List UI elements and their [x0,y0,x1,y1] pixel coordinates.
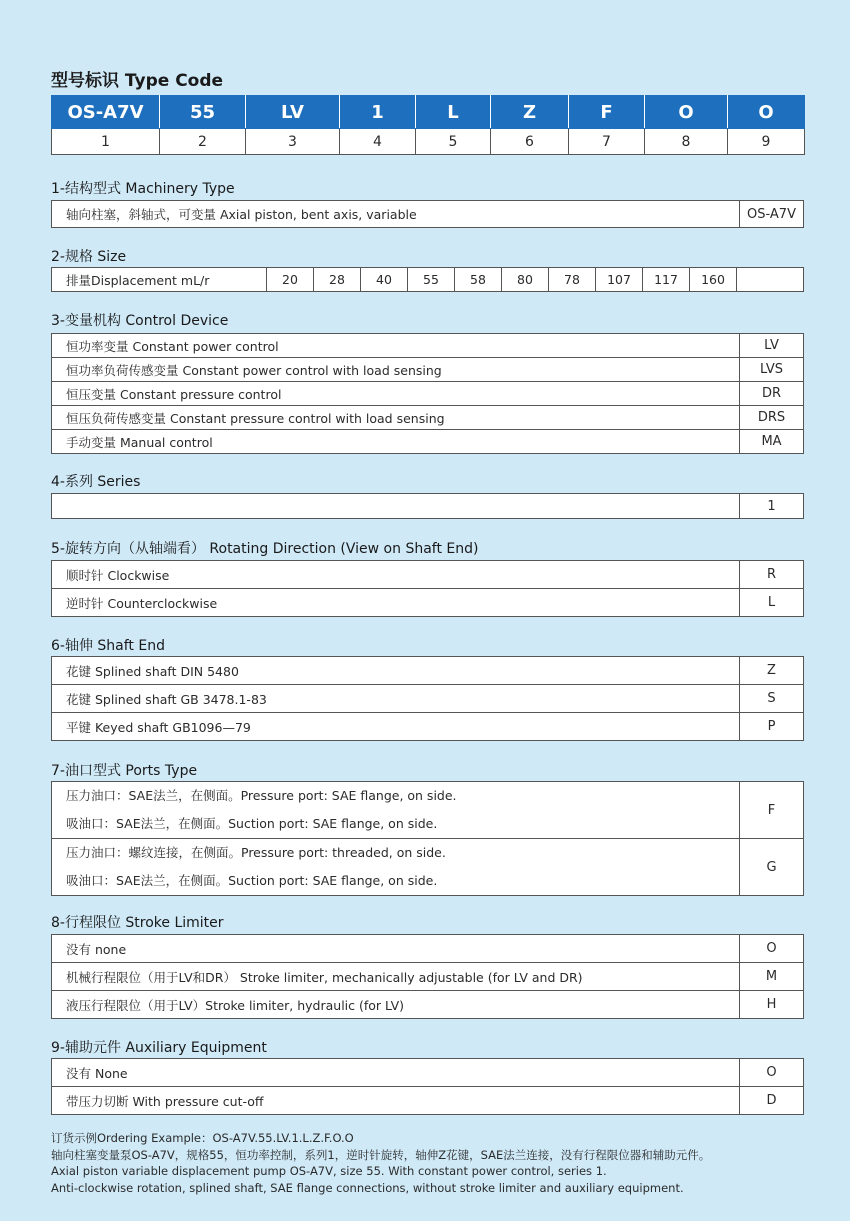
code-header-7: F [569,96,645,129]
section-title-stroke-limiter: 8-行程限位 Stroke Limiter [51,915,224,931]
table-row [52,685,804,713]
table-row [52,1087,804,1115]
section-title-auxiliary-equipment: 9-辅助元件 Auxiliary Equipment [51,1040,267,1056]
table-row [52,963,804,991]
table-row [52,1059,804,1087]
code-header-4: 1 [340,96,416,129]
row-code: H [740,991,804,1019]
auxiliary-equipment-table [51,1058,804,1115]
code-header-1: OS-A7V [52,96,160,129]
suction-port-description: 吸油口：SAE法兰，在侧面。Suction port: SAE flange, on side. [66,873,438,888]
suction-port-description: 吸油口：SAE法兰，在侧面。Suction port: SAE flange, on side. [66,816,438,831]
table-row [52,589,804,617]
table-row [52,201,804,228]
row-code: R [740,561,804,589]
table-row [52,268,804,292]
table-row [52,839,804,896]
row-code: LVS [740,358,804,382]
row-description: 机械行程限位（用于LV和DR） Stroke limiter, mechanically adjustable (for LV and DR) [52,963,740,991]
control-device-table [51,333,804,454]
row-code: MA [740,430,804,454]
row-description: 顺时针 Clockwise [52,561,740,589]
code-header-9: O [728,96,805,129]
table-row [52,991,804,1019]
code-position-1: 1 [52,129,160,155]
row-code: L [740,589,804,617]
code-position-2: 2 [160,129,246,155]
size-value: 78 [549,268,596,292]
section-title-rotating-direction: 5-旋转方向（从轴端看） Rotating Direction (View on Shaft End) [51,541,479,557]
code-position-4: 4 [340,129,416,155]
code-header-2: 55 [160,96,246,129]
section-title-series: 4-系列 Series [51,474,141,490]
code-position-7: 7 [569,129,645,155]
size-value-empty [737,268,804,292]
row-code: DRS [740,406,804,430]
page-title: 型号标识 Type Code [51,71,224,91]
code-header-3: LV [246,96,340,129]
table-row [52,382,804,406]
table-row [52,334,804,358]
ordering-example [51,1130,710,1196]
row-description: 恒功率变量 Constant power control [52,334,740,358]
machinery-type-table [51,200,804,228]
section-title-machinery-type: 1-结构型式 Machinery Type [51,181,235,197]
table-row [52,430,804,454]
row-code: 1 [740,494,804,519]
displacement-label: 排量Displacement mL/r [52,268,267,292]
row-description: 液压行程限位（用于LV）Stroke limiter, hydraulic (for LV) [52,991,740,1019]
table-row [52,561,804,589]
row-description: 轴向柱塞，斜轴式，可变量 Axial piston, bent axis, variable [52,201,740,228]
table-row [52,358,804,382]
row-description: 逆时针 Counterclockwise [52,589,740,617]
section-title-size: 2-规格 Size [51,249,127,265]
section-title-ports-type: 7-油口型式 Ports Type [51,763,198,779]
shaft-end-table [51,656,804,741]
row-description: 没有 None [52,1059,740,1087]
ordering-example-line: 订货示例Ordering Example：OS-A7V.55.LV.1.L.Z.F.O.O [51,1131,354,1145]
row-code: G [740,839,804,896]
size-value: 117 [643,268,690,292]
row-code: M [740,963,804,991]
size-value: 55 [408,268,455,292]
table-row [52,782,804,839]
row-description: 手动变量 Manual control [52,430,740,454]
ports-type-table [51,781,804,896]
row-code: LV [740,334,804,358]
size-value: 160 [690,268,737,292]
type-code-table [51,95,805,155]
code-position-9: 9 [728,129,805,155]
code-position-6: 6 [491,129,569,155]
row-description: 带压力切断 With pressure cut-off [52,1087,740,1115]
code-position-5: 5 [416,129,491,155]
pressure-port-description: 压力油口：螺纹连接，在侧面。Pressure port: threaded, on side. [66,845,446,860]
ordering-example-english-1: Axial piston variable displacement pump OS-A7V, size 55. With constant power control, series 1. [51,1164,607,1178]
rotating-direction-table [51,560,804,617]
size-value: 40 [361,268,408,292]
row-description: 花键 Splined shaft GB 3478.1-83 [52,685,740,713]
row-description [52,494,740,519]
size-value: 20 [267,268,314,292]
code-position-8: 8 [645,129,728,155]
table-row [52,935,804,963]
row-code: O [740,935,804,963]
row-code: F [740,782,804,839]
code-position-3: 3 [246,129,340,155]
size-value: 107 [596,268,643,292]
row-description: 平键 Keyed shaft GB1096—79 [52,713,740,741]
stroke-limiter-table [51,934,804,1019]
row-description: 花键 Splined shaft DIN 5480 [52,657,740,685]
row-code: O [740,1059,804,1087]
row-code: OS-A7V [740,201,804,228]
row-description: 恒功率负荷传感变量 Constant power control with load sensing [52,358,740,382]
section-title-control-device: 3-变量机构 Control Device [51,313,229,329]
row-description: 恒压变量 Constant pressure control [52,382,740,406]
table-row [52,494,804,519]
row-description: 恒压负荷传感变量 Constant pressure control with load sensing [52,406,740,430]
code-header-6: Z [491,96,569,129]
size-value: 58 [455,268,502,292]
row-code: Z [740,657,804,685]
row-code: DR [740,382,804,406]
table-row [52,657,804,685]
size-value: 80 [502,268,549,292]
section-title-shaft-end: 6-轴伸 Shaft End [51,638,165,654]
row-description: 没有 none [52,935,740,963]
ordering-example-chinese: 轴向柱塞变量泵OS-A7V，规格55，恒功率控制，系列1，逆时针旋转，轴伸Z花键，SAE法兰连接，没有行程限位器和辅助元件。 [51,1147,711,1162]
table-row [52,406,804,430]
code-header-8: O [645,96,728,129]
size-value: 28 [314,268,361,292]
code-header-5: L [416,96,491,129]
row-code: D [740,1087,804,1115]
row-code: S [740,685,804,713]
ordering-example-english-2: Anti-clockwise rotation, splined shaft, SAE flange connections, without stroke limiter and auxiliary equipment. [51,1180,684,1195]
row-code: P [740,713,804,741]
size-table [51,267,804,292]
pressure-port-description: 压力油口：SAE法兰，在侧面。Pressure port: SAE flange, on side. [66,788,457,803]
table-row [52,713,804,741]
series-table [51,493,804,519]
